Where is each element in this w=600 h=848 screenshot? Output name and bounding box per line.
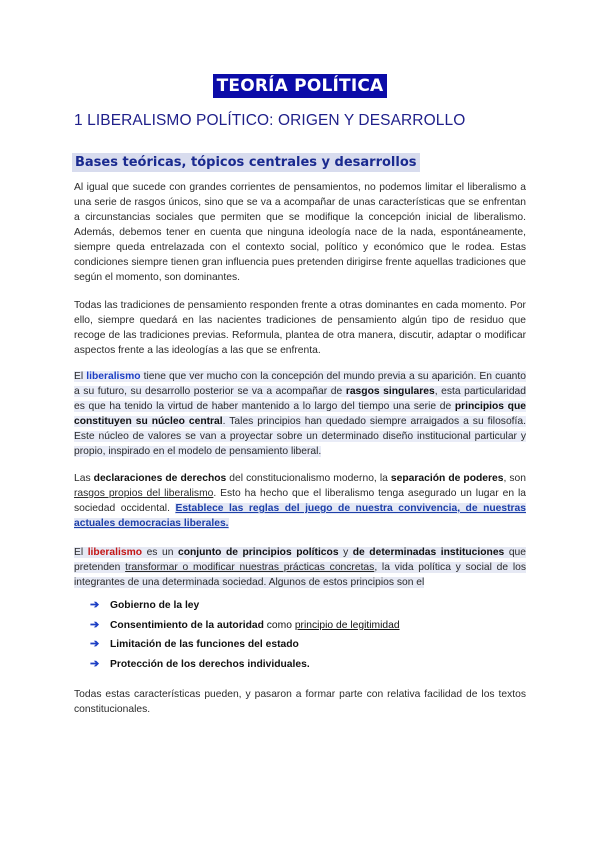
p5-text-d: que pretenden (74, 547, 526, 573)
p4-text-a: Las (74, 473, 94, 484)
paragraph-6: Todas estas características pueden, y pasaron a formar parte con relativa facilidad de los textos constitucionales. (74, 689, 526, 715)
paragraph-4 (74, 471, 526, 531)
p4-text-d: . Esto ha hecho que el liberalismo tenga asegurado un lugar en la sociedad occidental. (74, 488, 526, 514)
title-container (0, 74, 600, 98)
paragraph-2: Todas las tradiciones de pensamiento responden frente a otras dominantes en cada momento. Por ello, siempre quedará en las nacientes tradiciones de pensamiento algún tipo de residuo que recoge de las tradiciones previas. Reformula, plantea de otra manera, discutir, adaptar o modificar aspectos frente a las ideologías a las que se enfrenta. (74, 300, 526, 356)
p4-separacion: separación de poderes (390, 473, 504, 484)
list-item-bold: Consentimiento de la autoridad (110, 619, 264, 631)
p3-rasgos: rasgos singulares (345, 386, 435, 397)
arrow-icon: ➔ (90, 638, 100, 650)
list-item (90, 655, 400, 675)
p3-text-b: tiene que ver mucho con la concepción del mundo previa a su aparición. En cuanto a su futuro, su desarrollo posterior se va a acompañar de (74, 371, 526, 397)
p4-link[interactable]: Establece las reglas del juego de nuestra convivencia, de nuestras actuales democracias liberales. (74, 503, 526, 529)
p3-text-a: El (74, 371, 87, 382)
arrow-icon: ➔ (90, 657, 100, 670)
list-item (90, 616, 400, 636)
p5-text-a: El (74, 547, 88, 558)
p5-text-b: es un (142, 547, 178, 558)
list-item-bold: Limitación de las funciones del estado (110, 639, 299, 650)
paragraph-3 (74, 369, 526, 459)
list-item (90, 596, 400, 616)
list-item-underlined: principio de legitimidad (294, 619, 400, 631)
section-heading: 1 LIBERALISMO POLÍTICO: ORIGEN Y DESARROLLO (74, 112, 466, 129)
arrow-icon: ➔ (90, 599, 100, 611)
p5-transformar: transformar o modificar nuestras prácticas concretas (125, 562, 375, 573)
p3-liberalismo: liberalismo (86, 371, 141, 382)
subsection-heading-container (72, 153, 420, 172)
p4-declaraciones: declaraciones de derechos (93, 473, 227, 484)
p5-conjunto: conjunto de principios políticos (177, 547, 339, 558)
p5-text-e: , la vida política y social de los integrantes de una determinada sociedad. Algunos de estos principios son el (74, 562, 526, 588)
p3-text-c: , esta particularidad es que ha tenido la virtud de haber mantenido a lo largo del tiempo una serie de (74, 386, 526, 412)
p4-text-c: , son (503, 473, 526, 484)
arrow-icon: ➔ (90, 618, 100, 631)
subsection-heading: Bases teóricas, tópicos centrales y desarrollos (72, 153, 420, 172)
p5-liberalismo: liberalismo (87, 547, 143, 558)
paragraph-1: Al igual que sucede con grandes corrientes de pensamientos, no podemos limitar el liberalismo a una serie de rasgos únicos, sino que se va a acompañar de unas características que se enfrentan a circunstancias sociales que permiten que se modifique la concepción inicial de liberalismo. Además, debemos tener en cuenta que ninguna ideología nace de la nada, espontáneamente, siempre queda entrelazada con el contexto social, político y económico que le rodea. Estas condiciones siempre tienen gran influencia pues pretenden dirigirse frente aquellas tradiciones que según el momento, son dominantes. (74, 182, 526, 283)
list-item (90, 635, 400, 655)
paragraph-5 (74, 545, 526, 590)
list-item-text: como (263, 619, 295, 631)
page-title: TEORÍA POLÍTICA (213, 74, 388, 98)
list-item-bold: Protección de los derechos individuales. (110, 658, 310, 670)
p3-text-d: . Tales principios han quedado siempre arraigados a su filosofía. Este núcleo de valores se van a proyectar sobre un determinado diseño institucional particular y propio, inspirado en el modelo de pensamiento liberal. (74, 416, 526, 457)
p4-rasgos: rasgos propios del liberalismo (74, 488, 214, 499)
p5-instituciones: de determinadas instituciones (352, 547, 505, 558)
p4-text-b: del constitucionalismo moderno, la (226, 473, 391, 484)
p5-text-c: y (338, 547, 353, 558)
p3-principios: principios que constituyen su núcleo central (74, 401, 526, 427)
list-item-bold: Gobierno de la ley (110, 600, 200, 611)
principles-list (90, 596, 400, 674)
